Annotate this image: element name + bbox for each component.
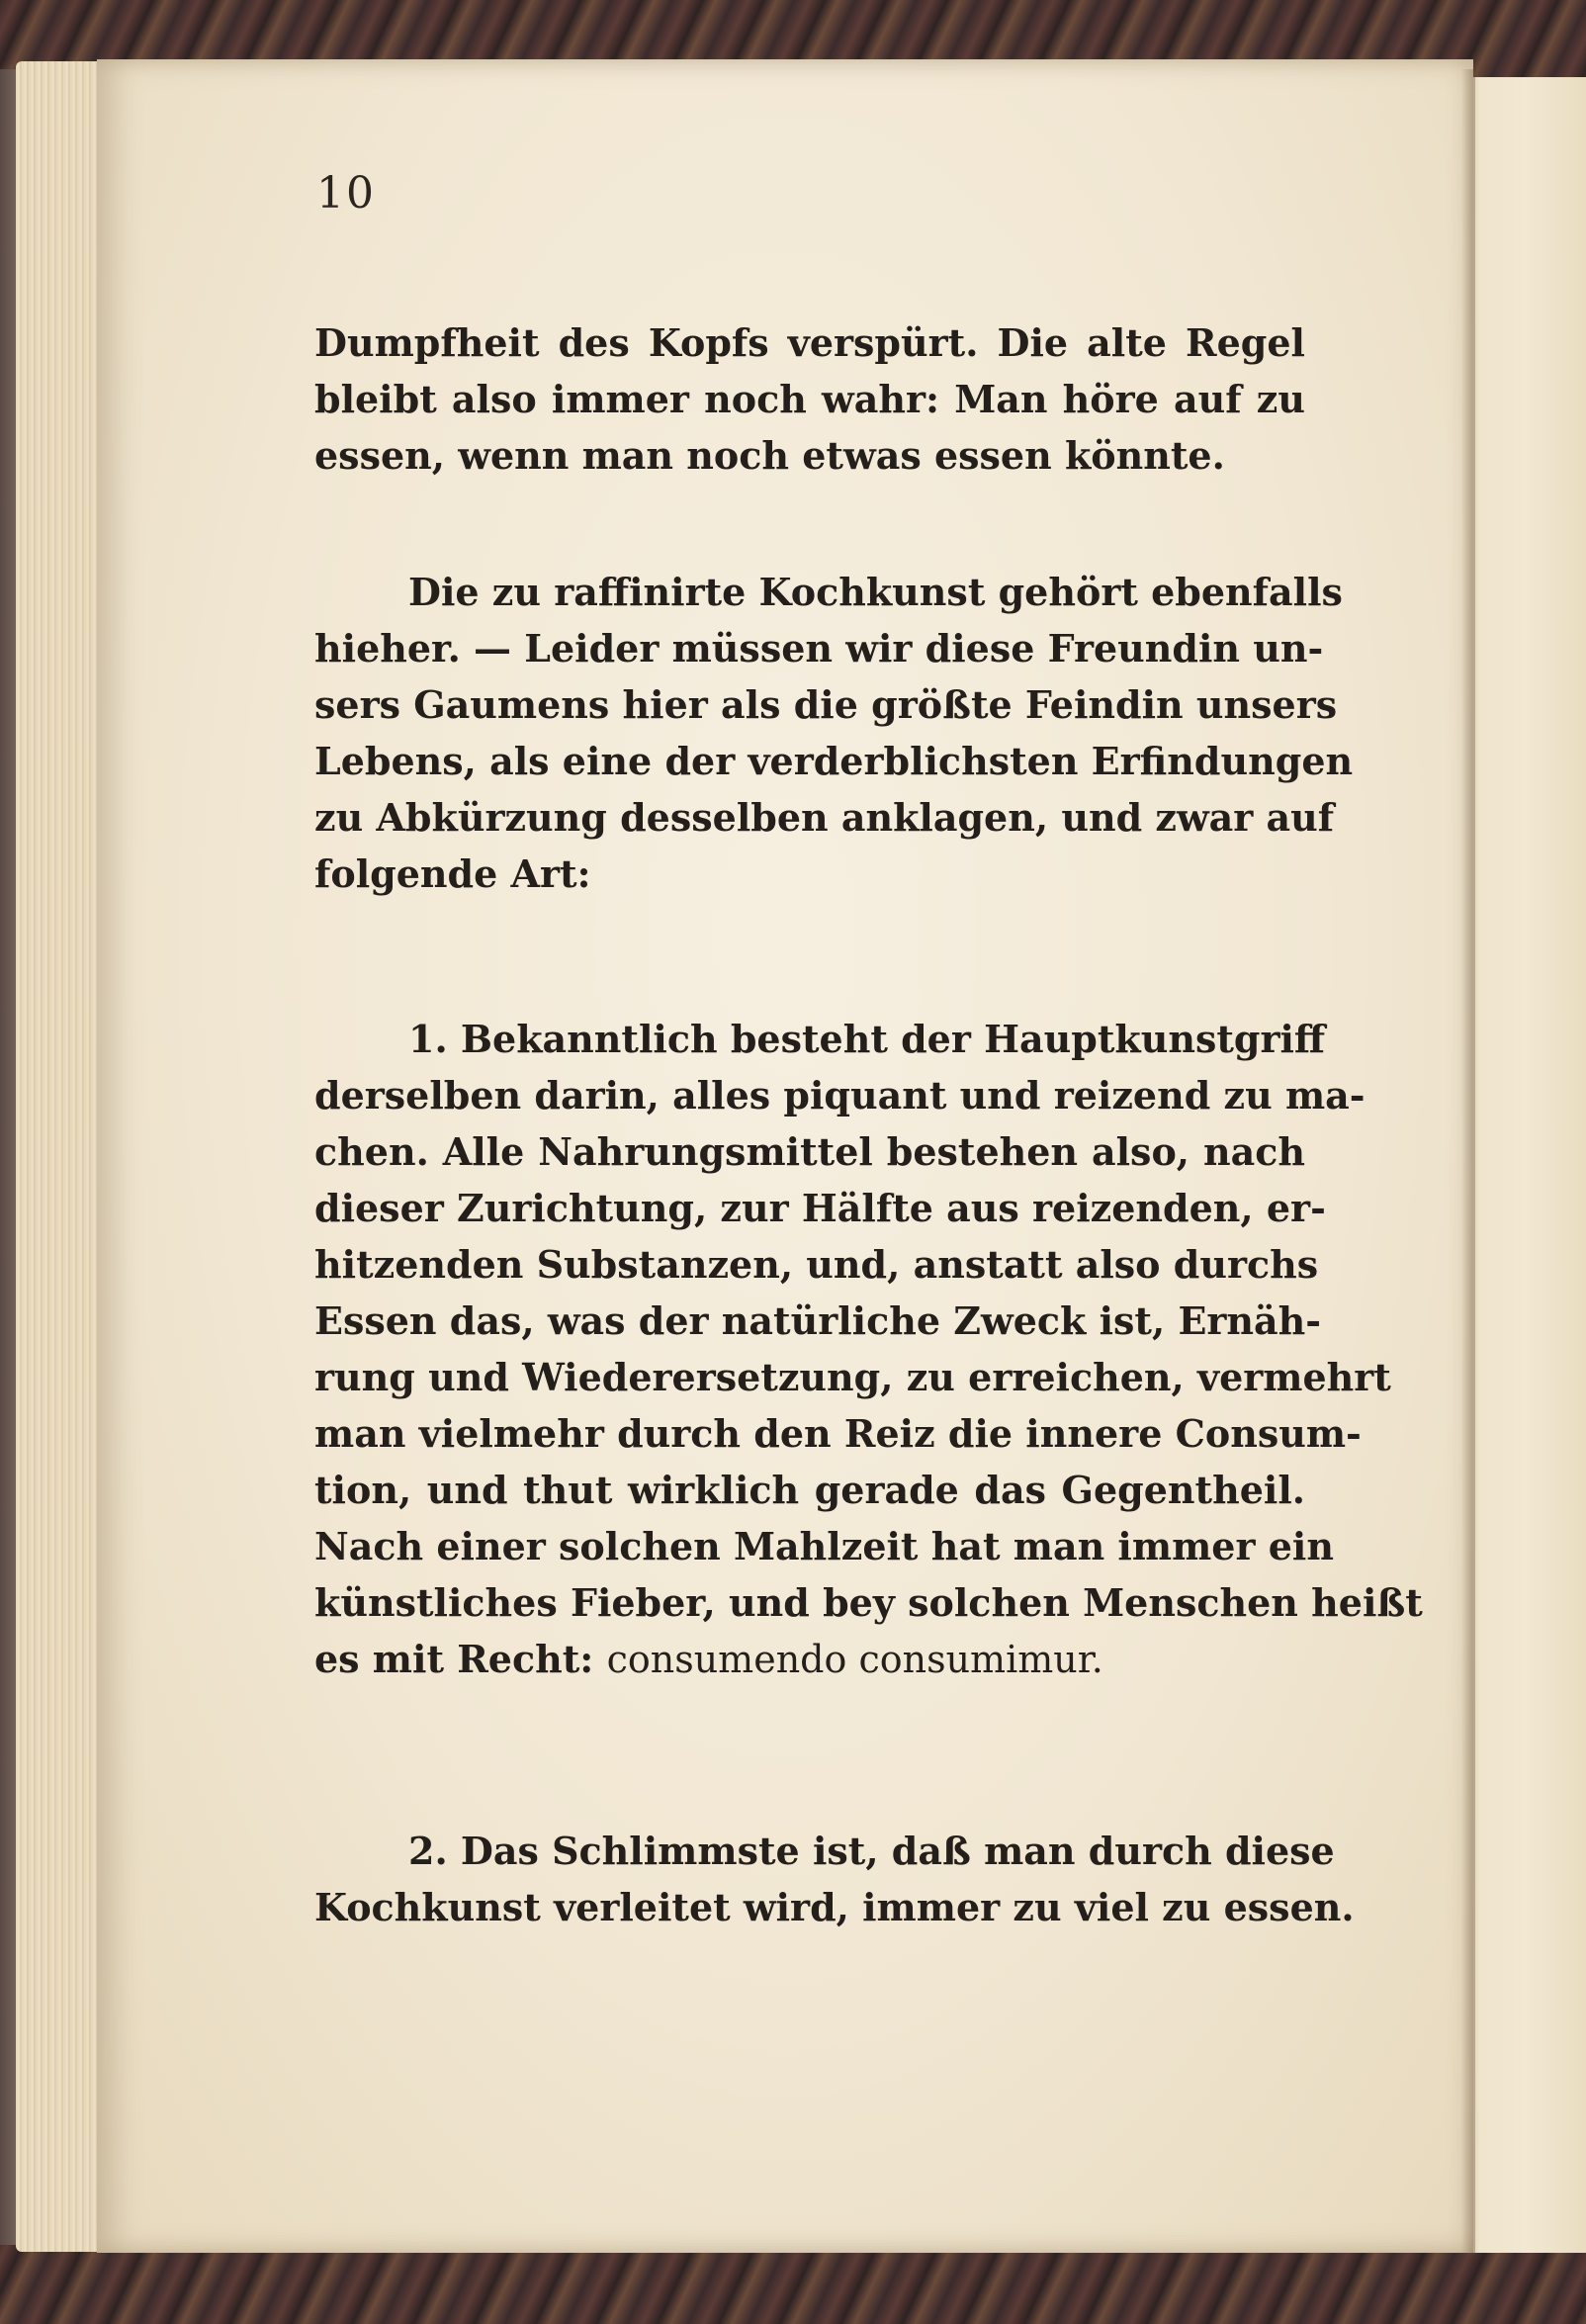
text-line: hieher. — Leider müssen wir diese Freundin un- — [314, 626, 1324, 670]
text-line: folgende Art: — [314, 851, 591, 896]
text-line: Dumpfheit des Kopfs verspürt. Die alte Regel — [314, 320, 1305, 365]
paragraph-3 — [314, 1011, 1423, 1687]
paragraph-4 — [314, 1823, 1355, 1935]
text-line: Nach einer solchen Mahlzeit hat man immer ein — [314, 1524, 1334, 1568]
text-line: Kochkunst verleitet wird, immer zu viel zu essen. — [314, 1885, 1355, 1929]
text-line: Lebens, als eine der verderblichsten Erfindungen — [314, 739, 1354, 783]
facing-page-edge — [1465, 77, 1586, 2253]
text-line: Die zu raffinirte Kochkunst gehört ebenfalls — [408, 570, 1343, 614]
text-line: derselben darin, alles piquant und reizend zu ma- — [314, 1073, 1366, 1117]
text-line: 1. Bekanntlich besteht der Hauptkunstgriff — [408, 1017, 1326, 1061]
text-line: essen, wenn man noch etwas essen könnte. — [314, 433, 1225, 478]
text-line: zu Abkürzung desselben anklagen, und zwar auf — [314, 795, 1335, 840]
paragraph-1 — [314, 314, 1305, 484]
latin-phrase: consumendo consumimur. — [606, 1638, 1103, 1681]
text-line: 2. Das Schlimmste ist, daß man durch diese — [408, 1829, 1335, 1873]
text-line: dieser Zurichtung, zur Hälfte aus reizenden, er- — [314, 1186, 1326, 1230]
page-edges — [16, 61, 105, 2252]
text-line: tion, und thut wirklich gerade das Gegentheil. — [314, 1468, 1305, 1512]
text-line: chen. Alle Nahrungsmittel bestehen also, nach — [314, 1129, 1305, 1174]
page-number: 10 — [316, 168, 376, 219]
text-line: rung und Wiederersetzung, zu erreichen, vermehrt — [314, 1355, 1391, 1399]
gutter-shadow — [1461, 69, 1475, 2255]
text-line: sers Gaumens hier als die größte Feindin unsers — [314, 682, 1338, 727]
text-line: Essen das, was der natürliche Zweck ist, Ernäh- — [314, 1298, 1322, 1343]
text-line: bleibt also immer noch wahr: Man höre auf zu — [314, 377, 1305, 421]
text-fragment: es mit Recht: — [314, 1637, 607, 1681]
text-line: künstliches Fieber, und bey solchen Menschen heißt — [314, 1580, 1423, 1625]
text-line — [314, 1631, 1305, 1687]
paragraph-2 — [314, 564, 1354, 902]
text-line: man vielmehr durch den Reiz die innere Consum- — [314, 1411, 1362, 1456]
text-line: hitzenden Substanzen, und, anstatt also durchs — [314, 1242, 1319, 1287]
